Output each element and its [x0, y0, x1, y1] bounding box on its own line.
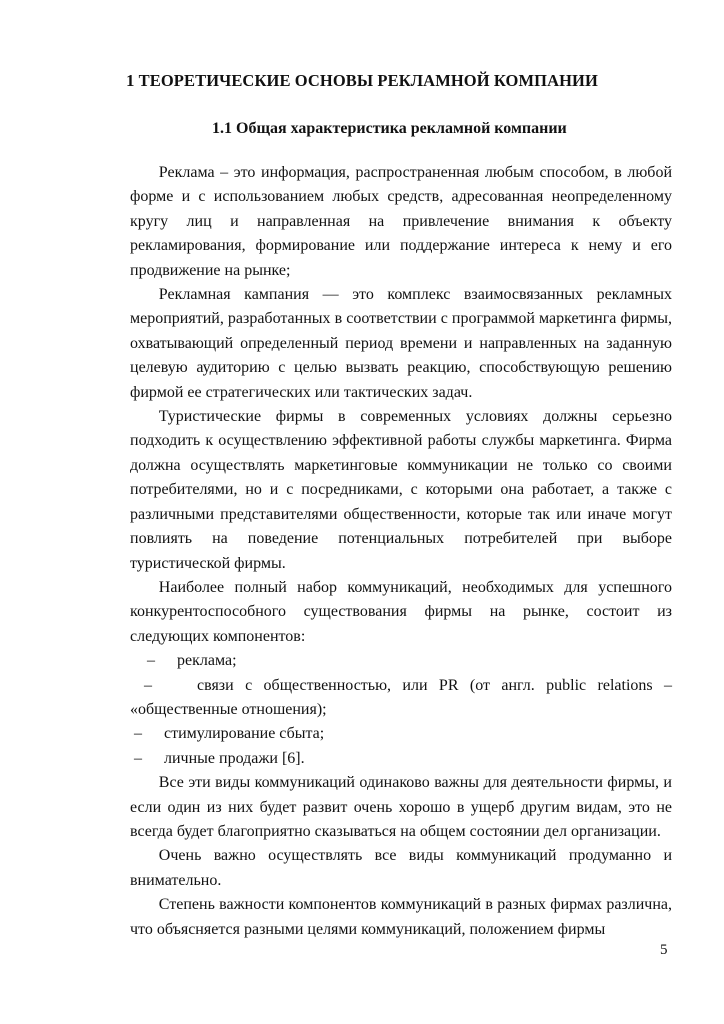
paragraph: Наиболее полный набор коммуникаций, необходимых для успешного конкурентоспособного существования фирмы на рынке, состоит из следующих компонентов: [130, 578, 672, 645]
list-item [130, 649, 672, 673]
page-number: 5 [660, 942, 668, 958]
list-dash: – [134, 749, 142, 767]
paragraph: Очень важно осуществлять все виды коммуникаций продуманно и внимательно. [130, 847, 672, 889]
list-dash: – [134, 725, 142, 743]
list-item [130, 674, 672, 698]
list-item [130, 747, 672, 771]
section-heading: 1.1 Общая характеристика рекламной компании [212, 120, 567, 137]
paragraph: Реклама – это информация, распространенная любым способом, в любой форме и с использованием любых средств, адресованная неопределенному кругу лиц и направленная на привлечение внимания к объекту рекламирования, формирование или поддержание интереса к нему и его продвижение на рынке; [130, 164, 672, 279]
body-text [130, 161, 672, 942]
list-item [130, 722, 672, 746]
list-dash: – [144, 676, 152, 694]
list-item-text: реклама; [177, 652, 237, 670]
paragraph: Туристические фирмы в современных условиях должны серьезно подходить к осуществлению эффективной работы службы маркетинга. Фирма должна осуществлять маркетинговые коммуникации не только со своими потребителями, но и с посредниками, с которыми она работает, а также с различными представителями общественности, которые так или иначе могут повлиять на поведение потенциальных потребителей при выборе туристической фирмы. [130, 408, 672, 572]
list-item-continuation: «общественные отношения); [130, 700, 327, 718]
paragraph: Рекламная кампания — это комплекс взаимосвязанных рекламных мероприятий, разработанных в соответствии с программой маркетинга фирмы, охватывающий определенный период времени и направленных на заданную целевую аудиторию с целью вызвать реакцию, способствующую решению фирмой ее стратегических или тактических задач. [130, 286, 672, 401]
list-item-text: личные продажи [6]. [164, 749, 305, 767]
list-item-text: стимулирование сбыта; [164, 725, 325, 743]
chapter-heading: 1 ТЕОРЕТИЧЕСКИЕ ОСНОВЫ РЕКЛАМНОЙ КОМПАНИИ [126, 71, 598, 90]
paragraph: Степень важности компонентов коммуникаций в разных фирмах различна, что объясняется разными целями коммуникаций, положением фирмы [130, 896, 672, 938]
paragraph: Все эти виды коммуникаций одинаково важны для деятельности фирмы, и если один из них будет развит очень хорошо в ущерб другим видам, это не всегда будет благоприятно сказываться на общем состоянии дел организации. [130, 774, 672, 840]
list-dash: – [147, 652, 155, 670]
list-item-text: связи с общественностью, или PR (от англ. public relations – [197, 676, 672, 694]
